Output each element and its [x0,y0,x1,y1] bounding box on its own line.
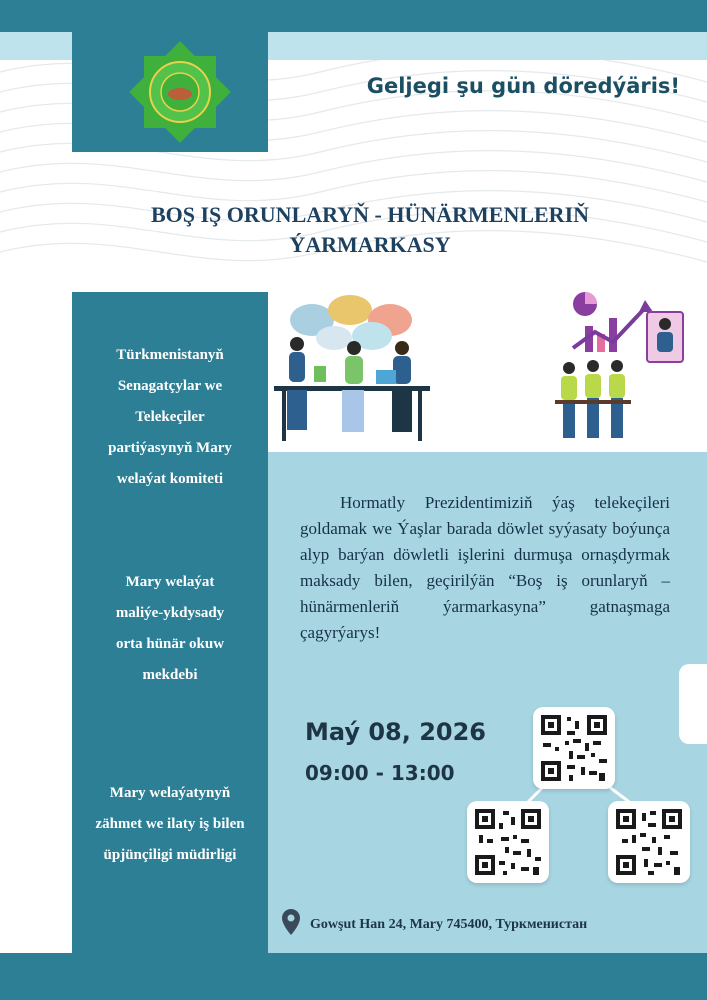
page-title [90,200,650,260]
qr-code-icon [608,801,690,883]
organizer-3 [72,778,268,871]
description-text: Hormatly Prezidentimiziň ýaş telekeçileri goldamak we Ýaşlar barada döwlet syýasaty boýunça alyp barýan döwletli işlerini durmuşa ornaşdyrmak maksady bilen, geçirilýän “Boş iş orunlaryň – hünärmenleriň ýarmarkasyna” gatnaşmaga çagyrýarys! [300,493,670,642]
title-line-2: ÝARMARKASY [289,232,451,257]
organizer-line: Telekeçiler [135,409,205,425]
organizer-line: Mary welaýatynyň [109,785,231,801]
qr-code[interactable] [533,707,615,789]
organizer-line: welaýat komiteti [116,471,224,487]
organizers-column [72,292,268,953]
organizer-line: orta hünär okuw [115,636,225,652]
top-accent-band [267,32,707,60]
event-time: 09:00 - 13:00 [305,761,455,785]
qr-code[interactable] [467,801,549,883]
logo-panel [72,32,268,152]
organizer-line: Türkmenistanyň [116,347,224,363]
organizer-line: Mary welaýat [125,574,215,590]
bottom-bar [0,953,707,1000]
team-meeting-illustration [272,294,432,444]
title-line-1: BOŞ IŞ ORUNLARYŇ - HÜNÄRMENLERIŇ [150,202,590,227]
organizer-line: partiýasynyň Mary [108,440,232,456]
address: Gowşut Han 24, Mary 745400, Туркменистан [310,917,588,932]
organizer-line: mekdebi [142,667,198,683]
location-pin-icon [282,909,300,935]
organizer-line: maliýe-ykdysady [115,605,225,621]
slogan: Geljegi şu gün döredýäris! [366,74,680,98]
organizer-line: Senagatçylar we [117,378,223,394]
emblem-logo [72,32,268,152]
organizer-line: zähmet we ilaty iş bilen [95,816,245,832]
organizer-1 [72,340,268,495]
description [300,490,670,646]
qr-code[interactable] [608,801,690,883]
organizer-line: üpjünçiligi müdirligi [103,847,237,863]
top-bar [0,0,707,32]
event-date: Maý 08, 2026 [305,718,487,746]
side-tab [679,664,707,744]
presentation-illustration [555,288,695,443]
qr-code-icon [533,707,615,789]
left-accent-band [0,32,72,60]
organizer-2 [72,567,268,691]
qr-code-icon [467,801,549,883]
